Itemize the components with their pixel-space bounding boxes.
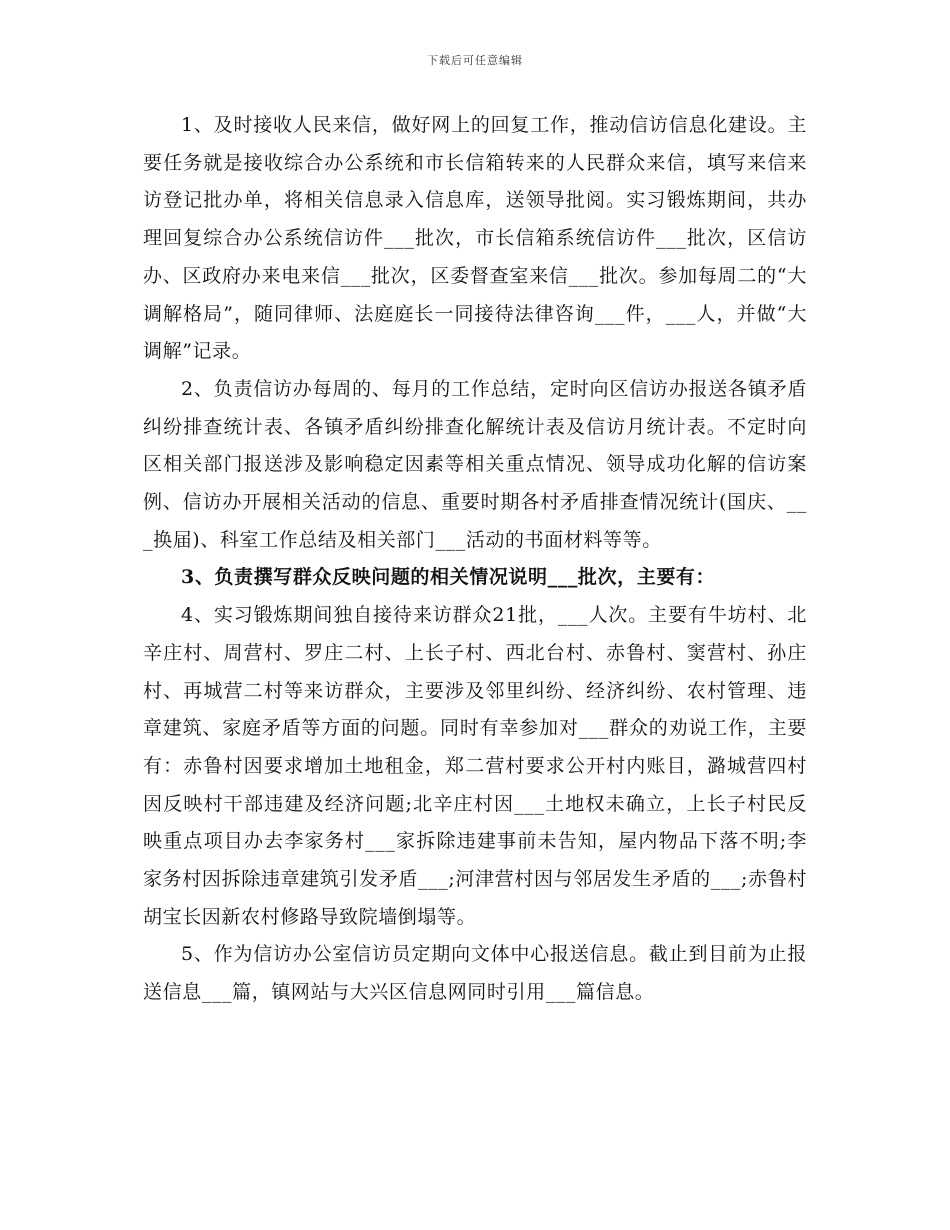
page-header-note: 下载后可任意编辑 [427, 54, 523, 67]
paragraph-4: 4、实习锻炼期间独自接待来访群众21批，___人次。主要有牛坊村、北辛庄村、周营村、罗庄二村、上长子村、西北台村、赤鲁村、窦营村、孙庄村、再城营二村等来访群众，主要涉及邻里纠纷、经济纠纷、农村管理、违章建筑、家庭矛盾等方面的问题。同时有幸参加对___群众的劝说工作，主要有：赤鲁村因要求增加土地租金，郑二营村要求公开村内账目，潞城营四村因反映村干部违建及经济问题;北辛庄村因___土地权未确立，上长子村民反映重点项目办去李家务村___家拆除违建事前未告知，屋内物品下落不明;李家务村因拆除违章建筑引发矛盾___;河津营村因与邻居发生矛盾的___;赤鲁村胡宝长因新农村修路导致院墙倒塌等。 [143, 604, 807, 928]
paragraph-3-heading: 3、负责撰写群众反映问题的相关情况说明___批次，主要有： [181, 566, 716, 589]
document-body [143, 107, 807, 1012]
paragraph-5: 5、作为信访办公室信访员定期向文体中心报送信息。截止到目前为止报送信息___篇，镇网站与大兴区信息网同时引用___篇信息。 [143, 943, 807, 1004]
paragraph-2: 2、负责信访办每周的、每月的工作总结，定时向区信访办报送各镇矛盾纠纷排查统计表、各镇矛盾纠纷排查化解统计表及信访月统计表。不定时向区相关部门报送涉及影响稳定因素等相关重点情况、领导成功化解的信访案例、信访办开展相关活动的信息、重要时期各村矛盾排查情况统计(国庆、___换届)、科室工作总结及相关部门___活动的书面材料等等。 [143, 377, 807, 551]
paragraph-1: 1、及时接收人民来信，做好网上的回复工作，推动信访信息化建设。主要任务就是接收综合办公系统和市长信箱转来的人民群众来信，填写来信来访登记批办单，将相关信息录入信息库，送领导批阅。实习锻炼期间，共办理回复综合办公系统信访件___批次，市长信箱系统信访件___批次，区信访办、区政府办来电来信___批次，区委督查室来信___批次。参加每周二的“大调解格局”，随同律师、法庭庭长一同接待法律咨询___件，___人，并做“大调解”记录。 [143, 114, 807, 363]
